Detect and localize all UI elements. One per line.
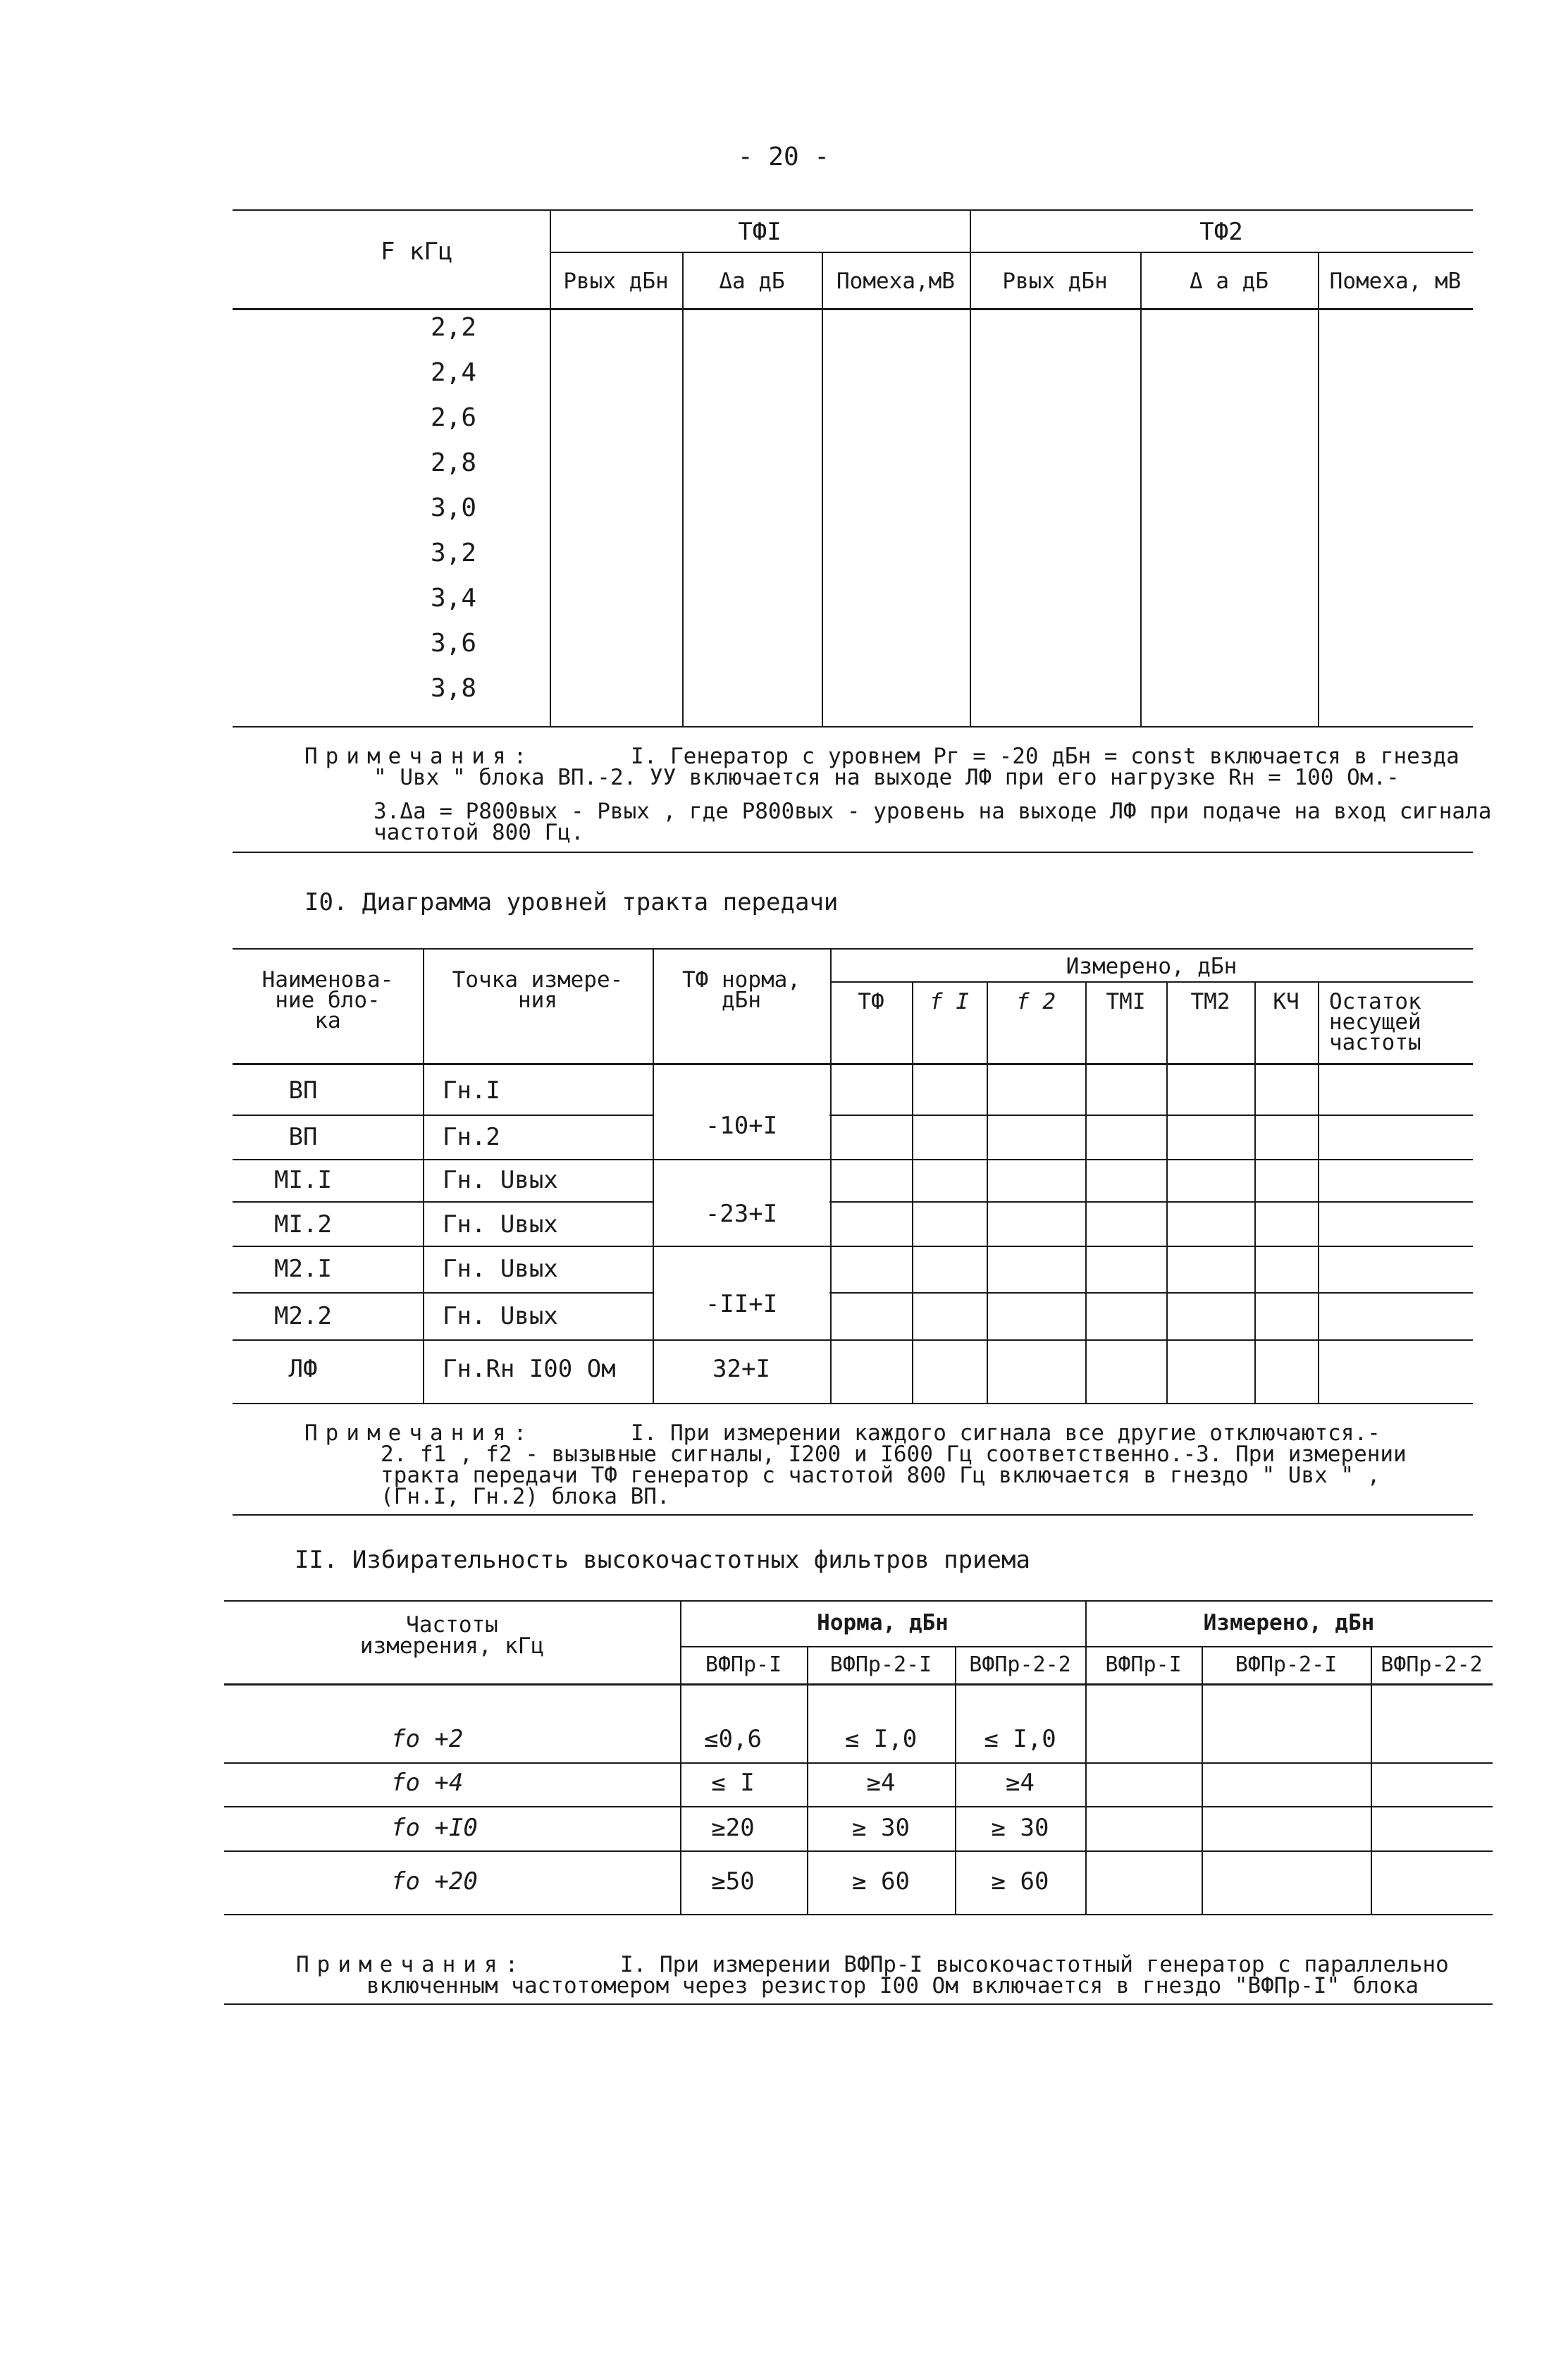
norm-cell: ≥4 xyxy=(866,1769,896,1797)
row-freq: fo +4 xyxy=(391,1769,464,1797)
row-block: ВП xyxy=(288,1076,318,1105)
row-point: Гн.2 xyxy=(443,1123,500,1151)
col-tf: ТФ xyxy=(858,989,884,1014)
col-delta-2: Δ a дБ xyxy=(1190,269,1268,294)
freq-row: 2,6 xyxy=(430,403,476,432)
col-measured-header: Измерено, дБн xyxy=(1066,954,1237,979)
col-point-header: ния xyxy=(518,988,557,1013)
col-meas-vfpr21: ВФПр-2-I xyxy=(1235,1652,1338,1677)
row-freq: fo +2 xyxy=(391,1725,464,1753)
row-block: МI.I xyxy=(274,1166,332,1194)
section-10-title: I0. Диаграмма уровней тракта передачи xyxy=(304,888,839,916)
col-block-header: ка xyxy=(314,1008,341,1033)
col-meas-vfpr1: ВФПр-I xyxy=(1105,1652,1182,1677)
col-point-header: Точка измере- xyxy=(452,967,624,993)
note-line: I. Генератор с уровнем Pг = -20 дБн = const включается в гнезда xyxy=(631,744,1459,769)
row-block: М2.I xyxy=(274,1255,332,1283)
row-point: Гн. Uвых xyxy=(443,1255,558,1283)
col-carrier: несущей xyxy=(1329,1009,1421,1035)
col-meas-vfpr22: ВФПр-2-2 xyxy=(1381,1652,1483,1677)
row-block: МI.2 xyxy=(274,1210,332,1239)
col-noise-1: Помеха,мВ xyxy=(837,269,955,294)
col-delta-1: Δa дБ xyxy=(719,269,785,294)
col-tm1: ТМI xyxy=(1106,989,1146,1014)
col-norm-vfpr22: ВФПр-2-2 xyxy=(969,1652,1071,1677)
norm-value: -II+I xyxy=(705,1290,778,1318)
col-norm-header: ТФ норма, xyxy=(682,967,801,993)
note-line: включенным частотомером через резистор I00 Ом включается в гнездо "ВФПр-I" блока xyxy=(366,1973,1419,1998)
col-norm-header: дБн xyxy=(722,988,761,1013)
note-line: (Гн.I, Гн.2) блока ВП. xyxy=(381,1484,670,1509)
freq-row: 2,8 xyxy=(430,448,476,477)
freq-row: 2,4 xyxy=(430,358,476,387)
norm-cell: ≤ I xyxy=(711,1769,755,1797)
col-tm2: ТМ2 xyxy=(1190,989,1230,1014)
norm-cell: ≥ 60 xyxy=(991,1867,1049,1896)
row-point: Гн. Uвых xyxy=(443,1302,558,1330)
col-f1: f I xyxy=(930,989,969,1014)
note-line: частотой 800 Гц. xyxy=(374,820,584,845)
note-line: тракта передачи ТФ генератор с частотой 800 Гц включается в гнездо " Uвх " , xyxy=(381,1463,1381,1488)
col-measured-header: Измерено, дБн xyxy=(1203,1610,1375,1635)
row-block: ЛФ xyxy=(288,1355,318,1383)
row-block: ВП xyxy=(288,1123,318,1151)
norm-cell: ≥4 xyxy=(1006,1769,1035,1797)
note-line: 3.Δa = P800вых - Pвых , где P800вых - уровень на выходе ЛФ при подаче на вход сигнала xyxy=(374,799,1492,824)
page-number: - 20 - xyxy=(737,142,830,171)
row-point: Гн.I xyxy=(443,1076,500,1105)
col-kch: КЧ xyxy=(1273,989,1300,1014)
group-tf1-header: ТФI xyxy=(738,218,782,246)
note-label: Примечания: xyxy=(296,1952,526,1977)
row-point: Гн.Rн I00 Ом xyxy=(443,1355,616,1383)
row-block: М2.2 xyxy=(274,1302,332,1330)
col-carrier: частоты xyxy=(1329,1030,1421,1055)
row-point: Гн. Uвых xyxy=(443,1210,558,1239)
col-f2: f 2 xyxy=(1016,989,1056,1014)
note-line: " Uвх " блока ВП.-2. УУ включается на выходе ЛФ при его нагрузке Rн = 100 Ом.- xyxy=(374,765,1400,790)
col-norm-vfpr21: ВФПр-2-I xyxy=(829,1652,932,1677)
col-carrier: Остаток xyxy=(1329,989,1421,1014)
section-11-title: II. Избирательность высокочастотных фильтров приема xyxy=(295,1546,1030,1574)
norm-cell: ≥ 60 xyxy=(852,1867,910,1896)
norm-value: 32+I xyxy=(712,1355,770,1383)
norm-cell: ≥ 30 xyxy=(991,1814,1049,1842)
freq-row: 3,8 xyxy=(430,674,476,703)
col-norm-header: Норма, дБн xyxy=(817,1610,949,1635)
note-line: I. При измерении ВФПр-I высокочастотный генератор с параллельно xyxy=(620,1952,1449,1977)
norm-cell: ≤ I,0 xyxy=(984,1725,1056,1753)
norm-cell: ≥50 xyxy=(711,1867,755,1896)
col-freq-header: измерения, кГц xyxy=(359,1633,545,1659)
freq-row: 3,2 xyxy=(430,539,476,567)
col-frequency-header: F кГц xyxy=(381,238,453,266)
freq-row: 3,6 xyxy=(430,629,476,658)
row-freq: fo +I0 xyxy=(391,1814,478,1842)
note-label: Примечания: xyxy=(304,1420,535,1446)
col-block-header: Наименова- xyxy=(261,967,394,993)
col-norm-vfpr1: ВФПр-I xyxy=(705,1652,782,1677)
row-freq: fo +20 xyxy=(391,1867,478,1896)
freq-row: 3,0 xyxy=(430,493,476,522)
note-line: 2. f1 , f2 - вызывные сигналы, I200 и I600 Гц соответственно.-3. При измерении xyxy=(381,1442,1407,1467)
note-line: I. При измерении каждого сигнала все другие отключаются.- xyxy=(631,1420,1381,1446)
col-freq-header: Частоты xyxy=(406,1612,498,1638)
row-point: Гн. Uвых xyxy=(443,1166,558,1194)
col-noise-2: Помеха, мВ xyxy=(1329,269,1462,294)
freq-row: 2,2 xyxy=(430,313,476,342)
norm-cell: ≤0,6 xyxy=(704,1725,762,1753)
col-pout-2: Pвых дБн xyxy=(1002,269,1108,294)
freq-row: 3,4 xyxy=(430,584,476,613)
col-block-header: ние бло- xyxy=(275,988,381,1013)
norm-cell: ≥20 xyxy=(711,1814,755,1842)
col-pout-1: Pвых дБн xyxy=(563,269,669,294)
norm-cell: ≤ I,0 xyxy=(844,1725,918,1753)
norm-value: -23+I xyxy=(705,1200,778,1228)
norm-value: -10+I xyxy=(705,1112,778,1140)
norm-cell: ≥ 30 xyxy=(852,1814,910,1842)
group-tf2-header: ТФ2 xyxy=(1199,218,1243,246)
note-label: Примечания: xyxy=(304,744,535,769)
